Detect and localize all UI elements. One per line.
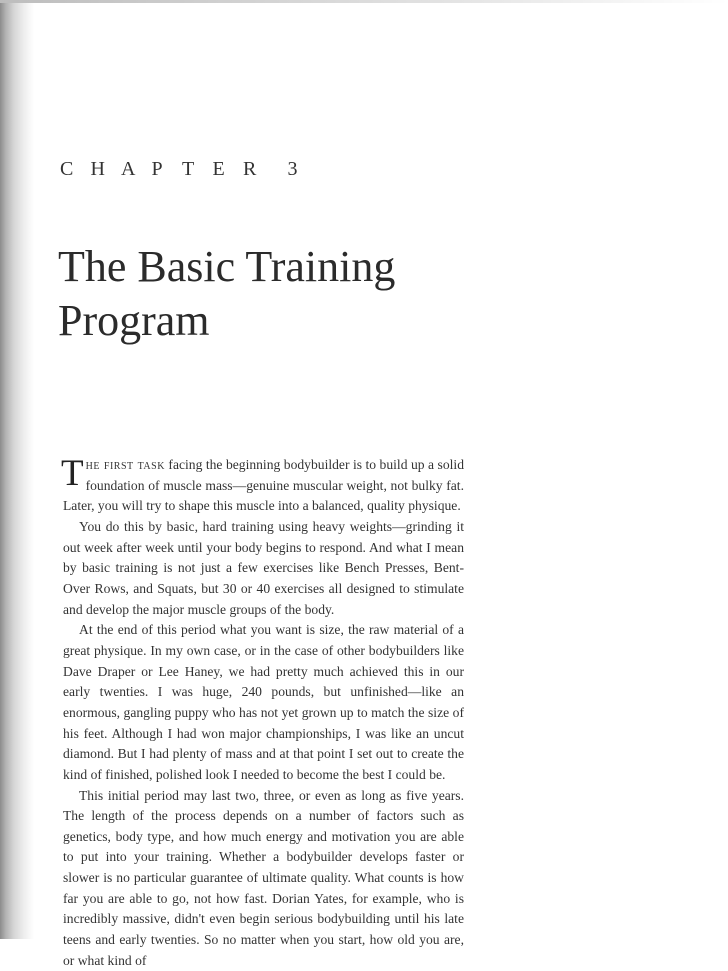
chapter-title-line2: Program xyxy=(58,296,210,345)
chapter-letter: P xyxy=(152,158,183,181)
paragraph-2: You do this by basic, hard training using heavy weights—grinding it out week after week until your body begins to respond. And what I mean by basic training is not just a few exercises like Bench Presses, Bent-Over Rows, and Squats, but 30 or 40 exercises all designed to stimulate and develop the major muscle groups of the body. xyxy=(63,517,464,620)
paragraph-1-text: facing the beginning bodybuilder is to build up a solid foundation of muscle mass—genuine muscular weight, not bulky fat. Later, you will try to shape this muscle into a balanced, quality physique. xyxy=(63,457,464,513)
chapter-title xyxy=(58,240,488,348)
chapter-letter: T xyxy=(182,158,213,181)
chapter-letter: A xyxy=(121,158,152,181)
chapter-letter: R xyxy=(243,158,274,181)
paragraph-4: This initial period may last two, three, or even as long as five years. The length of the process depends on a number of factors such as genetics, body type, and how much energy and motivation you are able to put into your training. Whether a bodybuilder develops faster or slower is no particular guarantee of ultimate quality. What counts is how far you are able to go, not how fast. Dorian Yates, for example, who is incredibly massive, didn't even begin serious bodybuilding until his late teens and early twenties. So no matter when you start, how old you are, or what kind of xyxy=(63,786,464,971)
chapter-letter: H xyxy=(91,158,122,181)
paragraph-1 xyxy=(63,455,464,517)
paragraph-3: At the end of this period what you want is size, the raw material of a great physique. In my own case, or in the case of other bodybuilders like Dave Draper or Lee Haney, we had pretty much achieved this in our early twenties. I was huge, 240 pounds, but unfinished—like an enormous, gangling puppy who has not yet grown up to match the size of his feet. Although I had won major championships, I was like an uncut diamond. But I had plenty of mass and at that point I set out to create the kind of finished, polished look I needed to become the best I could be. xyxy=(63,620,464,785)
opening-small-caps: he first task xyxy=(86,457,165,472)
body-text xyxy=(63,455,464,971)
binding-shadow xyxy=(0,0,34,939)
chapter-letter: E xyxy=(213,158,244,181)
chapter-letter: C xyxy=(60,158,91,181)
chapter-label xyxy=(60,158,274,181)
chapter-title-line1: The Basic Training xyxy=(58,242,395,291)
drop-cap: T xyxy=(61,459,84,489)
chapter-number: 3 xyxy=(288,158,298,181)
scan-edge xyxy=(0,0,728,3)
chapter-heading xyxy=(60,158,298,181)
